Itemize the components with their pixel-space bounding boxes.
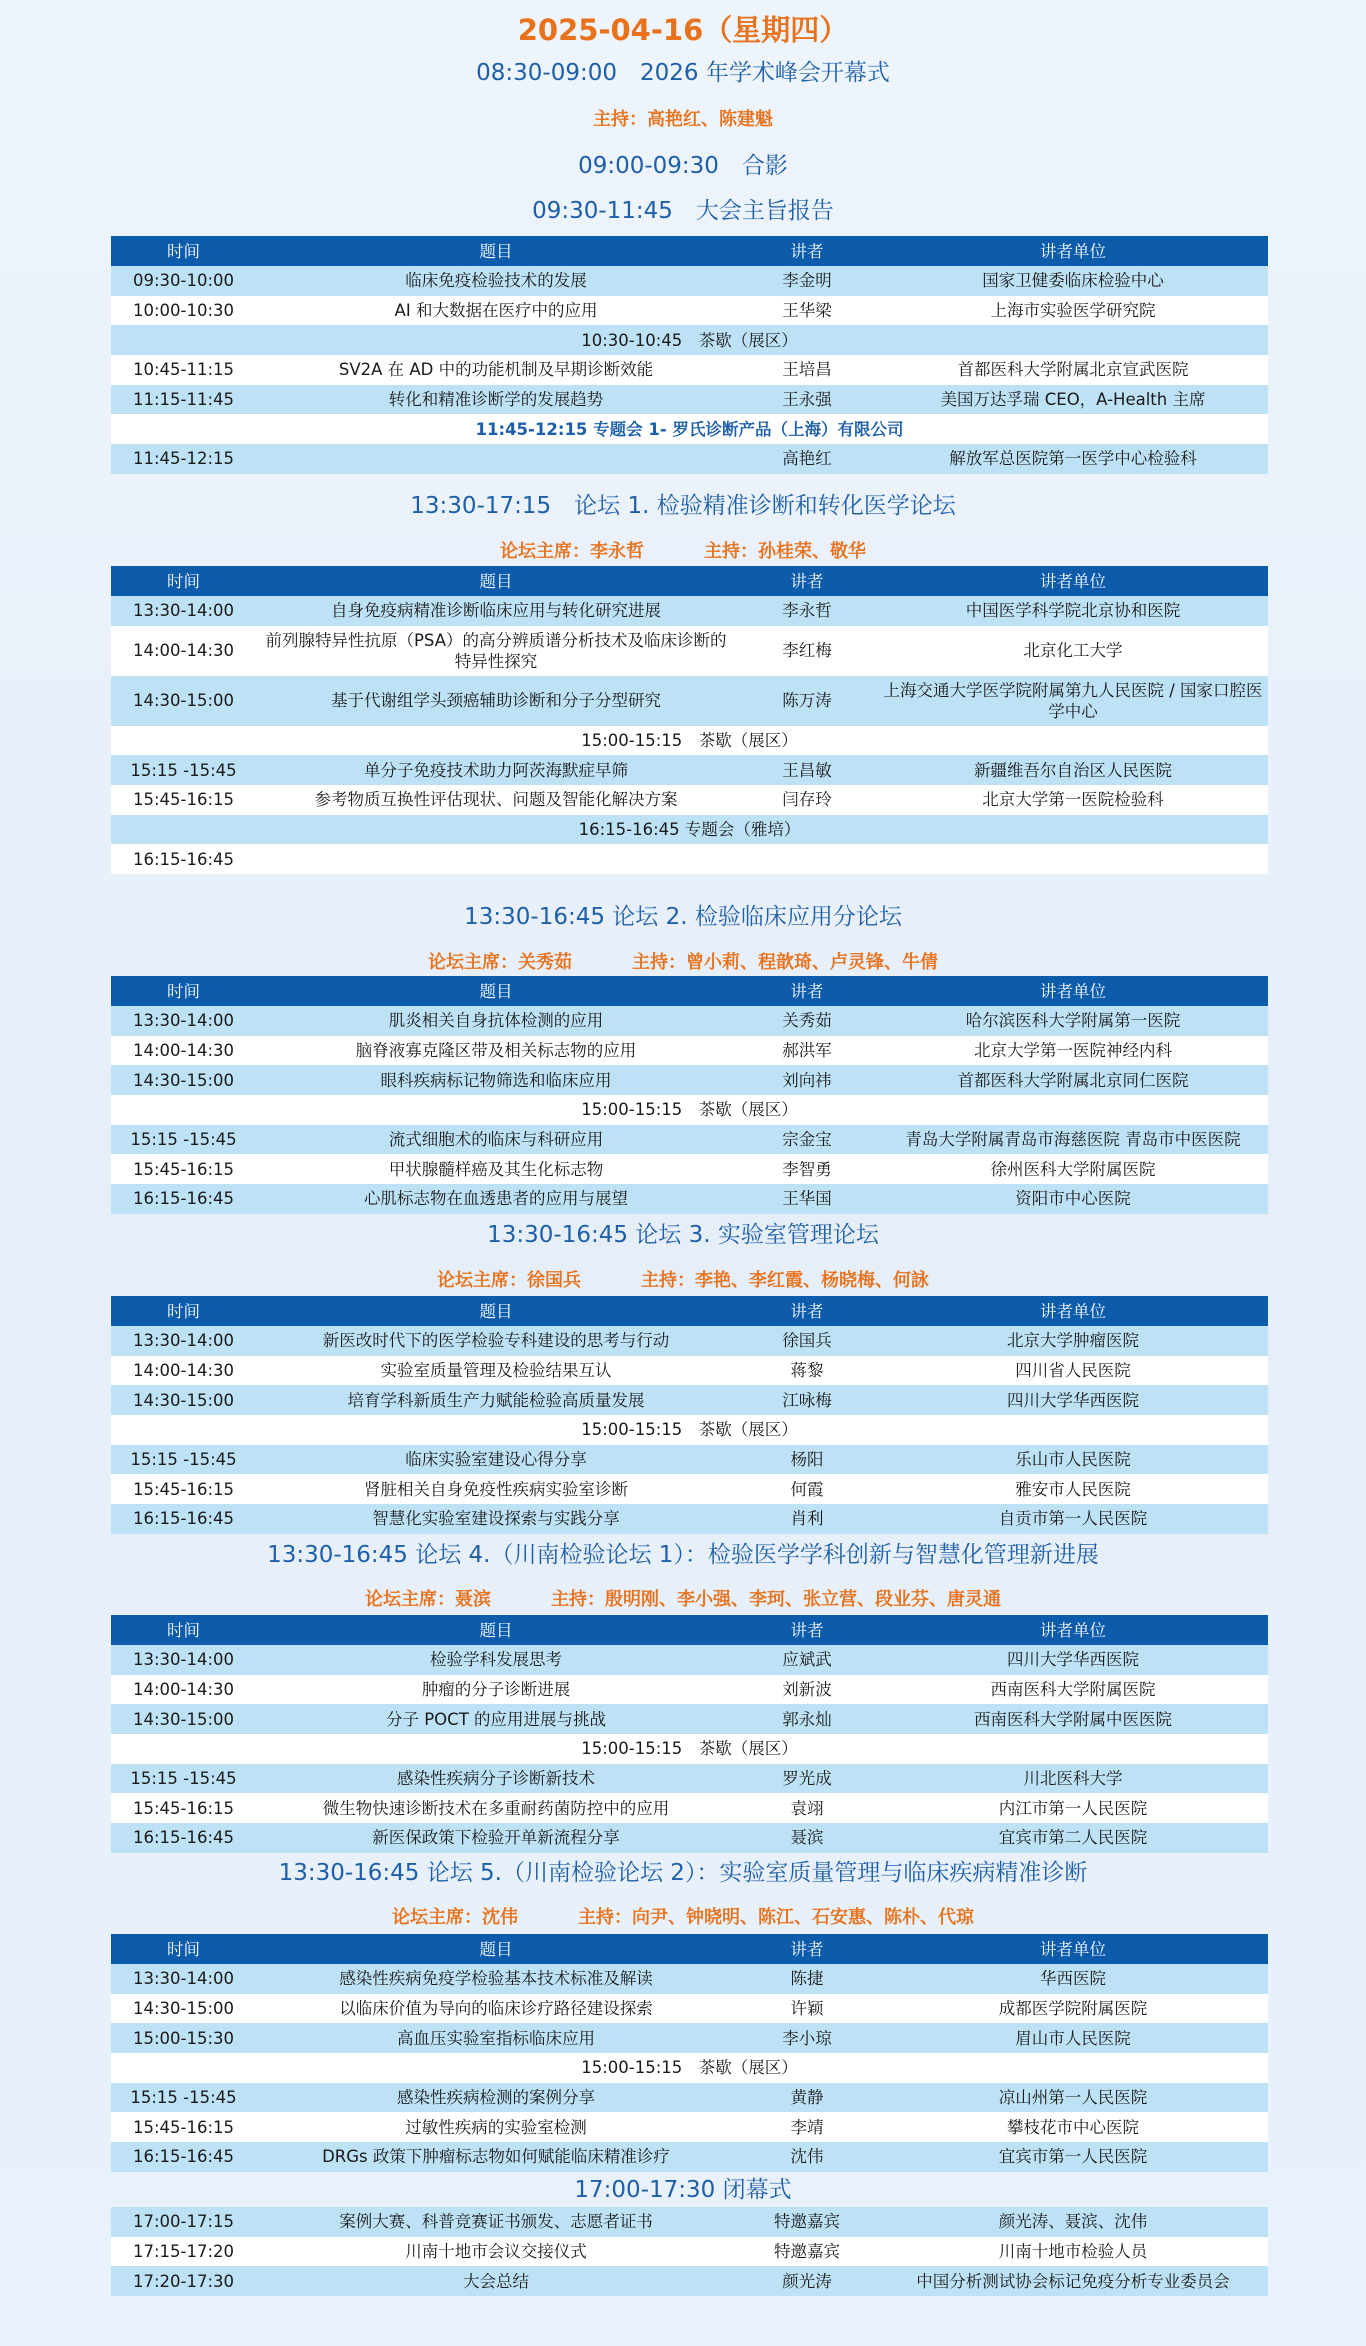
table-row <box>111 676 1268 726</box>
speaker-cell: 颜光涛 <box>736 2266 878 2296</box>
speaker-header: 讲者 <box>736 566 878 596</box>
unit-cell: 凉山州第一人民医院 <box>878 2083 1268 2113</box>
topic-cell: 感染性疾病免疫学检验基本技术标准及解读 <box>256 1964 736 1994</box>
unit-cell: 中国分析测试协会标记免疫分析专业委员会 <box>878 2266 1268 2296</box>
table-row <box>111 1675 1268 1705</box>
unit-cell: 自贡市第一人民医院 <box>878 1504 1268 1534</box>
unit-cell: 宜宾市第二人民医院 <box>878 1823 1268 1853</box>
table-row <box>111 1474 1268 1504</box>
forum4-chair: 论坛主席：聂滨 <box>365 1589 491 1610</box>
break-cell: 15:00-15:15 茶歇（展区） <box>111 2053 1268 2083</box>
table-header <box>111 976 1268 1006</box>
topic-header: 题目 <box>256 566 736 596</box>
forum2-hosts: 主持：曾小莉、程歆琦、卢灵锋、牛倩 <box>632 952 938 973</box>
table-row <box>111 1326 1268 1356</box>
speaker-cell: 沈伟 <box>736 2142 878 2172</box>
unit-cell: 颜光涛、聂滨、沈伟 <box>878 2207 1268 2237</box>
table-row <box>111 1964 1268 1994</box>
topic-cell: 前列腺特异性抗原（PSA）的高分辨质谱分析技术及临床诊断的特异性探究 <box>256 626 736 676</box>
forum1-table <box>111 566 1268 874</box>
unit-cell: 西南医科大学附属医院 <box>878 1675 1268 1705</box>
table-row <box>111 1823 1268 1853</box>
speaker-cell: 宗金宝 <box>736 1125 878 1155</box>
forum4-table <box>111 1615 1268 1853</box>
topic-cell: 眼科疾病标记物筛选和临床应用 <box>256 1065 736 1095</box>
unit-cell: 川南十地市检验人员 <box>878 2237 1268 2267</box>
photo-title: 09:00-09:30 合影 <box>578 153 788 179</box>
time-cell: 11:15-11:45 <box>111 385 256 415</box>
unit-cell: 徐州医科大学附属医院 <box>878 1154 1268 1184</box>
time-cell: 15:15 -15:45 <box>111 1445 256 1475</box>
topic-header: 题目 <box>256 1296 736 1326</box>
topic-cell: AI 和大数据在医疗中的应用 <box>256 296 736 326</box>
time-cell: 17:00-17:15 <box>111 2207 256 2237</box>
time-header: 时间 <box>111 1934 256 1964</box>
unit-cell: 四川省人民医院 <box>878 1356 1268 1386</box>
forum1-hosts: 主持：孙桂荣、敬华 <box>704 541 866 562</box>
speaker-cell: 何霞 <box>736 1474 878 1504</box>
table-row <box>111 2142 1268 2172</box>
forum2-chair: 论坛主席：关秀茹 <box>428 952 572 973</box>
forum1-title: 13:30-17:15 论坛 1. 检验精准诊断和转化医学论坛 <box>410 493 956 519</box>
time-cell: 15:45-16:15 <box>111 2112 256 2142</box>
break-row <box>111 1415 1268 1445</box>
unit-cell: 乐山市人民医院 <box>878 1445 1268 1475</box>
speaker-cell: 王昌敏 <box>736 755 878 785</box>
forum5-chairs <box>0 1904 1366 1932</box>
time-cell: 17:15-17:20 <box>111 2237 256 2267</box>
topic-cell: 肿瘤的分子诊断进展 <box>256 1675 736 1705</box>
forum2-table <box>111 976 1268 1214</box>
speaker-cell: 罗光成 <box>736 1764 878 1794</box>
table-row <box>111 844 1268 874</box>
speaker-cell: 王华国 <box>736 1184 878 1214</box>
speaker-cell: 杨阳 <box>736 1445 878 1475</box>
unit-header: 讲者单位 <box>878 236 1268 266</box>
time-cell: 15:00-15:30 <box>111 2023 256 2053</box>
topic-cell: 心肌标志物在血透患者的应用与展望 <box>256 1184 736 1214</box>
speaker-cell: 关秀茹 <box>736 1006 878 1036</box>
speaker-cell: 应斌武 <box>736 1645 878 1675</box>
speaker-cell: 肖利 <box>736 1504 878 1534</box>
time-cell: 15:15 -15:45 <box>111 1125 256 1155</box>
table-row <box>111 1994 1268 2024</box>
time-cell: 09:30-10:00 <box>111 266 256 296</box>
table-row <box>111 266 1268 296</box>
topic-cell: 川南十地市会议交接仪式 <box>256 2237 736 2267</box>
time-header: 时间 <box>111 1296 256 1326</box>
topic-cell <box>256 844 736 874</box>
table-row <box>111 1125 1268 1155</box>
time-cell: 14:30-15:00 <box>111 1385 256 1415</box>
topic-cell <box>256 444 736 474</box>
speaker-cell: 高艳红 <box>736 444 878 474</box>
break-cell: 10:30-10:45 茶歇（展区） <box>111 325 1268 355</box>
unit-cell: 新疆维吾尔自治区人民医院 <box>878 755 1268 785</box>
speaker-cell: 聂滨 <box>736 1823 878 1853</box>
table-row <box>111 626 1268 676</box>
time-header: 时间 <box>111 976 256 1006</box>
table-row <box>111 296 1268 326</box>
topic-cell: 新医保政策下检验开单新流程分享 <box>256 1823 736 1853</box>
time-cell: 13:30-14:00 <box>111 596 256 626</box>
topic-cell: 流式细胞术的临床与科研应用 <box>256 1125 736 1155</box>
unit-cell: 攀枝花市中心医院 <box>878 2112 1268 2142</box>
forum4-chairs <box>0 1586 1366 1614</box>
opening-hosts: 主持：高艳红、陈建魁 <box>593 109 773 130</box>
table-row <box>111 1764 1268 1794</box>
unit-cell: 眉山市人民医院 <box>878 2023 1268 2053</box>
speaker-cell: 徐国兵 <box>736 1326 878 1356</box>
speaker-cell: 闫存玲 <box>736 785 878 815</box>
closing-title: 17:00-17:30 闭幕式 <box>574 2177 792 2203</box>
time-cell: 14:00-14:30 <box>111 1356 256 1386</box>
time-cell: 14:00-14:30 <box>111 1675 256 1705</box>
table-row <box>111 1036 1268 1066</box>
unit-cell: 国家卫健委临床检验中心 <box>878 266 1268 296</box>
topic-header: 题目 <box>256 236 736 266</box>
topic-cell: 转化和精准诊断学的发展趋势 <box>256 385 736 415</box>
topic-cell: 脑脊液寡克隆区带及相关标志物的应用 <box>256 1036 736 1066</box>
unit-cell: 首都医科大学附属北京宣武医院 <box>878 355 1268 385</box>
unit-cell: 成都医学院附属医院 <box>878 1994 1268 2024</box>
speaker-cell: 王永强 <box>736 385 878 415</box>
table-row <box>111 1184 1268 1214</box>
topic-cell: 智慧化实验室建设探索与实践分享 <box>256 1504 736 1534</box>
topic-cell: 自身免疫病精准诊断临床应用与转化研究进展 <box>256 596 736 626</box>
time-cell: 13:30-14:00 <box>111 1964 256 1994</box>
time-cell: 13:30-14:00 <box>111 1006 256 1036</box>
topic-cell: 大会总结 <box>256 2266 736 2296</box>
table-row <box>111 1793 1268 1823</box>
break-cell: 15:00-15:15 茶歇（展区） <box>111 1734 1268 1764</box>
unit-cell: 解放军总医院第一医学中心检验科 <box>878 444 1268 474</box>
time-cell: 13:30-14:00 <box>111 1645 256 1675</box>
topic-cell: 实验室质量管理及检验结果互认 <box>256 1356 736 1386</box>
unit-header: 讲者单位 <box>878 1296 1268 1326</box>
break-row <box>111 2053 1268 2083</box>
table-row <box>111 444 1268 474</box>
speaker-header: 讲者 <box>736 1615 878 1645</box>
break-cell: 11:45-12:15 专题会 1- 罗氏诊断产品（上海）有限公司 <box>111 414 1268 444</box>
forum5-title: 13:30-16:45 论坛 5.（川南检验论坛 2）：实验室质量管理与临床疾病精准诊断 <box>278 1860 1088 1886</box>
topic-cell: 临床实验室建设心得分享 <box>256 1445 736 1475</box>
speaker-cell: 李红梅 <box>736 626 878 676</box>
time-cell: 15:15 -15:45 <box>111 755 256 785</box>
speaker-header: 讲者 <box>736 976 878 1006</box>
date-title: 2025-04-16（星期四） <box>517 13 849 47</box>
speaker-cell <box>736 844 878 874</box>
break-cell: 16:15-16:45 专题会（雅培） <box>111 815 1268 845</box>
table-row <box>111 2266 1268 2296</box>
time-cell: 14:00-14:30 <box>111 626 256 676</box>
unit-cell: 四川大学华西医院 <box>878 1645 1268 1675</box>
table-row <box>111 596 1268 626</box>
topic-cell: 案例大赛、科普竞赛证书颁发、志愿者证书 <box>256 2207 736 2237</box>
speaker-header: 讲者 <box>736 1296 878 1326</box>
speaker-cell: 郝洪军 <box>736 1036 878 1066</box>
unit-cell: 北京化工大学 <box>878 626 1268 676</box>
table-row <box>111 355 1268 385</box>
topic-cell: 甲状腺髓样癌及其生化标志物 <box>256 1154 736 1184</box>
topic-cell: 基于代谢组学头颈癌辅助诊断和分子分型研究 <box>256 676 736 726</box>
speaker-cell: 黄静 <box>736 2083 878 2113</box>
unit-cell: 美国万达孚瑞 CEO，A-Health 主席 <box>878 385 1268 415</box>
topic-cell: 肾脏相关自身免疫性疾病实验室诊断 <box>256 1474 736 1504</box>
unit-header: 讲者单位 <box>878 1615 1268 1645</box>
table-row <box>111 2083 1268 2113</box>
topic-cell: 新医改时代下的医学检验专科建设的思考与行动 <box>256 1326 736 1356</box>
speaker-header: 讲者 <box>736 1934 878 1964</box>
time-cell: 15:45-16:15 <box>111 785 256 815</box>
forum5-table <box>111 1934 1268 2172</box>
topic-cell: 单分子免疫技术助力阿茨海默症早筛 <box>256 755 736 785</box>
table-row <box>111 1504 1268 1534</box>
speaker-cell: 特邀嘉宾 <box>736 2237 878 2267</box>
unit-cell: 上海交通大学医学院附属第九人民医院 / 国家口腔医学中心 <box>878 676 1268 726</box>
time-cell: 16:15-16:45 <box>111 844 256 874</box>
unit-cell: 华西医院 <box>878 1964 1268 1994</box>
forum3-chair: 论坛主席：徐国兵 <box>437 1270 581 1291</box>
topic-cell: 肌炎相关自身抗体检测的应用 <box>256 1006 736 1036</box>
forum5-hosts: 主持：向尹、钟晓明、陈江、石安惠、陈朴、代琼 <box>578 1907 974 1928</box>
table-row <box>111 385 1268 415</box>
time-cell: 11:45-12:15 <box>111 444 256 474</box>
unit-cell: 雅安市人民医院 <box>878 1474 1268 1504</box>
unit-cell: 西南医科大学附属中医医院 <box>878 1704 1268 1734</box>
time-header: 时间 <box>111 1615 256 1645</box>
break-cell: 15:00-15:15 茶歇（展区） <box>111 1095 1268 1125</box>
forum1-chairs <box>0 538 1366 566</box>
time-cell: 16:15-16:45 <box>111 1184 256 1214</box>
speaker-cell: 袁翊 <box>736 1793 878 1823</box>
topic-cell: 微生物快速诊断技术在多重耐药菌防控中的应用 <box>256 1793 736 1823</box>
forum4-hosts: 主持：殷明刚、李小强、李珂、张立营、段业芬、唐灵通 <box>551 1589 1001 1610</box>
speaker-cell: 许颖 <box>736 1994 878 2024</box>
unit-cell: 青岛大学附属青岛市海慈医院 青岛市中医医院 <box>878 1125 1268 1155</box>
unit-header: 讲者单位 <box>878 976 1268 1006</box>
time-header: 时间 <box>111 566 256 596</box>
table-row <box>111 1385 1268 1415</box>
topic-cell: 分子 POCT 的应用进展与挑战 <box>256 1704 736 1734</box>
keynote-title: 09:30-11:45 大会主旨报告 <box>532 198 834 224</box>
time-cell: 14:30-15:00 <box>111 1704 256 1734</box>
speaker-cell: 江咏梅 <box>736 1385 878 1415</box>
forum2-chairs <box>0 949 1366 977</box>
table-row <box>111 785 1268 815</box>
unit-cell: 首都医科大学附属北京同仁医院 <box>878 1065 1268 1095</box>
forum3-hosts: 主持：李艳、李红霞、杨晓梅、何詠 <box>641 1270 929 1291</box>
opening-title: 08:30-09:00 2026 年学术峰会开幕式 <box>476 60 890 86</box>
closing-table <box>111 2207 1268 2296</box>
unit-cell: 北京大学肿瘤医院 <box>878 1326 1268 1356</box>
topic-cell: DRGs 政策下肿瘤标志物如何赋能临床精准诊疗 <box>256 2142 736 2172</box>
unit-cell: 四川大学华西医院 <box>878 1385 1268 1415</box>
unit-header: 讲者单位 <box>878 566 1268 596</box>
keynote-table <box>111 236 1268 474</box>
topic-cell: 临床免疫检验技术的发展 <box>256 266 736 296</box>
time-cell: 15:45-16:15 <box>111 1474 256 1504</box>
table-header <box>111 1615 1268 1645</box>
unit-cell: 北京大学第一医院检验科 <box>878 785 1268 815</box>
time-cell: 17:20-17:30 <box>111 2266 256 2296</box>
unit-cell: 川北医科大学 <box>878 1764 1268 1794</box>
table-row <box>111 1154 1268 1184</box>
time-cell: 15:45-16:15 <box>111 1793 256 1823</box>
forum5-chair: 论坛主席：沈伟 <box>392 1907 518 1928</box>
break-row <box>111 1095 1268 1125</box>
time-cell: 15:45-16:15 <box>111 1154 256 1184</box>
time-cell: 13:30-14:00 <box>111 1326 256 1356</box>
break-row <box>111 325 1268 355</box>
speaker-cell: 蒋黎 <box>736 1356 878 1386</box>
speaker-cell: 陈捷 <box>736 1964 878 1994</box>
table-header <box>111 1296 1268 1326</box>
unit-cell: 宜宾市第一人民医院 <box>878 2142 1268 2172</box>
table-row <box>111 1645 1268 1675</box>
speaker-cell: 王培昌 <box>736 355 878 385</box>
break-cell: 15:00-15:15 茶歇（展区） <box>111 726 1268 756</box>
table-header <box>111 1934 1268 1964</box>
table-row <box>111 1704 1268 1734</box>
time-cell: 10:45-11:15 <box>111 355 256 385</box>
speaker-cell: 刘向祎 <box>736 1065 878 1095</box>
speaker-cell: 李金明 <box>736 266 878 296</box>
table-header <box>111 236 1268 266</box>
topic-header: 题目 <box>256 976 736 1006</box>
topic-cell: 感染性疾病检测的案例分享 <box>256 2083 736 2113</box>
unit-cell: 上海市实验医学研究院 <box>878 296 1268 326</box>
topic-cell: SV2A 在 AD 中的功能机制及早期诊断效能 <box>256 355 736 385</box>
speaker-cell: 陈万涛 <box>736 676 878 726</box>
time-cell: 14:00-14:30 <box>111 1036 256 1066</box>
time-cell: 14:30-15:00 <box>111 1994 256 2024</box>
break-row <box>111 1734 1268 1764</box>
topic-cell: 感染性疾病分子诊断新技术 <box>256 1764 736 1794</box>
speaker-cell: 李智勇 <box>736 1154 878 1184</box>
time-cell: 15:15 -15:45 <box>111 1764 256 1794</box>
table-row <box>111 755 1268 785</box>
speaker-cell: 王华梁 <box>736 296 878 326</box>
topic-cell: 参考物质互换性评估现状、问题及智能化解决方案 <box>256 785 736 815</box>
time-cell: 14:30-15:00 <box>111 676 256 726</box>
time-cell: 16:15-16:45 <box>111 1504 256 1534</box>
topic-header: 题目 <box>256 1934 736 1964</box>
topic-cell: 培育学科新质生产力赋能检验高质量发展 <box>256 1385 736 1415</box>
table-row <box>111 2207 1268 2237</box>
topic-header: 题目 <box>256 1615 736 1645</box>
table-row <box>111 1445 1268 1475</box>
table-row <box>111 1356 1268 1386</box>
time-cell: 16:15-16:45 <box>111 1823 256 1853</box>
time-cell: 10:00-10:30 <box>111 296 256 326</box>
time-header: 时间 <box>111 236 256 266</box>
unit-cell: 内江市第一人民医院 <box>878 1793 1268 1823</box>
table-row <box>111 2112 1268 2142</box>
speaker-cell: 刘新波 <box>736 1675 878 1705</box>
table-row <box>111 1006 1268 1036</box>
time-cell: 16:15-16:45 <box>111 2142 256 2172</box>
time-cell: 14:30-15:00 <box>111 1065 256 1095</box>
unit-cell: 资阳市中心医院 <box>878 1184 1268 1214</box>
speaker-cell: 特邀嘉宾 <box>736 2207 878 2237</box>
time-cell: 15:15 -15:45 <box>111 2083 256 2113</box>
table-row <box>111 2023 1268 2053</box>
speaker-cell: 李靖 <box>736 2112 878 2142</box>
unit-header: 讲者单位 <box>878 1934 1268 1964</box>
forum4-title: 13:30-16:45 论坛 4.（川南检验论坛 1）：检验医学学科创新与智慧化管理新进展 <box>267 1542 1099 1568</box>
break-row <box>111 726 1268 756</box>
table-row <box>111 1065 1268 1095</box>
unit-cell <box>878 844 1268 874</box>
unit-cell: 北京大学第一医院神经内科 <box>878 1036 1268 1066</box>
table-header <box>111 566 1268 596</box>
forum3-chairs <box>0 1267 1366 1295</box>
forum3-table <box>111 1296 1268 1534</box>
break-cell: 15:00-15:15 茶歇（展区） <box>111 1415 1268 1445</box>
speaker-cell: 李小琼 <box>736 2023 878 2053</box>
forum2-title: 13:30-16:45 论坛 2. 检验临床应用分论坛 <box>464 904 902 930</box>
table-row <box>111 2237 1268 2267</box>
forum1-chair: 论坛主席：李永哲 <box>500 541 644 562</box>
forum3-title: 13:30-16:45 论坛 3. 实验室管理论坛 <box>487 1222 879 1248</box>
unit-cell: 中国医学科学院北京协和医院 <box>878 596 1268 626</box>
break-row <box>111 815 1268 845</box>
unit-cell: 哈尔滨医科大学附属第一医院 <box>878 1006 1268 1036</box>
break-row <box>111 414 1268 444</box>
speaker-header: 讲者 <box>736 236 878 266</box>
speaker-cell: 郭永灿 <box>736 1704 878 1734</box>
topic-cell: 检验学科发展思考 <box>256 1645 736 1675</box>
topic-cell: 以临床价值为导向的临床诊疗路径建设探索 <box>256 1994 736 2024</box>
speaker-cell: 李永哲 <box>736 596 878 626</box>
topic-cell: 高血压实验室指标临床应用 <box>256 2023 736 2053</box>
topic-cell: 过敏性疾病的实验室检测 <box>256 2112 736 2142</box>
